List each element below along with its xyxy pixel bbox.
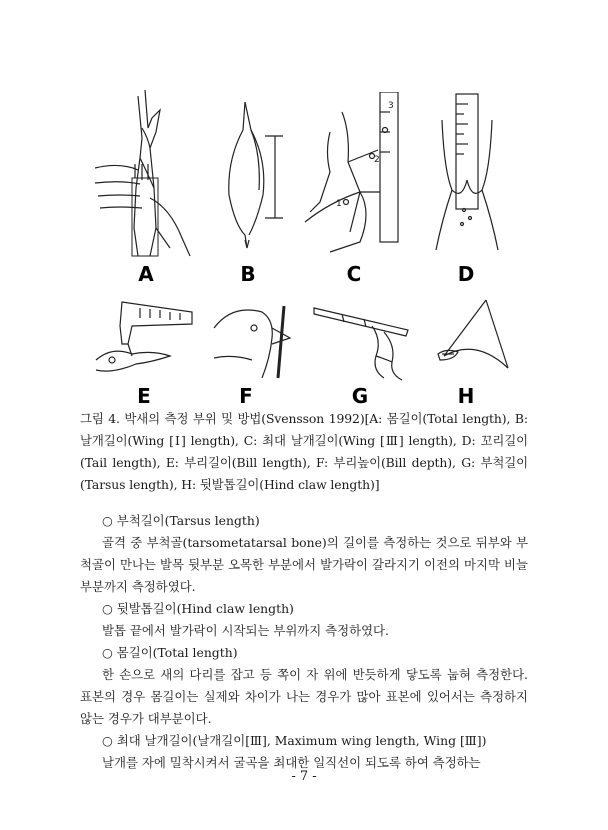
section-heading-tarsus: ○ 부척길이(Tarsus length)	[102, 513, 260, 528]
paragraph-total-length: 한 손으로 새의 다리를 잡고 등 쪽이 자 위에 반듯하게 닿도록 눕혀 측정한다. 표본의 경우 몸길이는 실제와 차이가 나는 경우가 많아 표본에 있어서는 측정하지 않는 경우가 대부분이다.	[80, 667, 528, 726]
paragraph-hind-claw: 발톱 끝에서 발가락이 시작되는 부위까지 측정하였다.	[102, 623, 389, 638]
figure-label-a: A	[138, 262, 154, 286]
figure-panel-a	[90, 88, 200, 260]
figure-panel-d	[432, 90, 502, 255]
figure-label-e: E	[137, 384, 151, 408]
illustration-wing-length	[215, 100, 290, 250]
figure-label-f: F	[239, 384, 253, 408]
illustration-tarsus-length	[312, 300, 417, 382]
figure-panel-e	[92, 296, 202, 378]
page-number: - 7 -	[291, 769, 317, 784]
section-heading-hind-claw: ○ 뒷발톱길이(Hind claw length)	[102, 601, 294, 616]
paragraph-tarsus: 골격 중 부척골(tarsometatarsal bone)의 길이를 측정하는 것으로 뒤부와 부척골이 만나는 발목 뒷부분 오목한 부분에서 발가락이 갈라지기 이전의 마지막 비늘 부분까지 측정하였다.	[80, 535, 528, 594]
figure-caption: 그림 4. 박새의 측정 부위 및 방법(Svensson 1992)[A: 몸길이(Total length), B: 날개길이(Wing [Ⅰ] length), C: 최대 날개길이(Wing [Ⅲ] length), D: 꼬리길이(Tail length), E: 부리길이(Bill length), F: 부리높이(Bill depth), G: 부척길이(Tarsus length), H: 뒷발톱길이(Hind claw length)]	[80, 411, 528, 492]
figure-panel-b	[215, 100, 290, 250]
illustration-total-length	[90, 88, 200, 260]
figure-panel-f	[212, 298, 302, 380]
illustration-tail-length	[432, 90, 502, 255]
section-heading-max-wing: ○ 최대 날개길이(날개길이[Ⅲ], Maximum wing length, Wing [Ⅲ])	[102, 733, 487, 748]
illustration-hind-claw-length	[436, 298, 516, 374]
figure-label-c: C	[346, 262, 362, 286]
illustration-max-wing-length	[300, 92, 410, 257]
figure-panel-g	[312, 300, 417, 382]
section-heading-total-length: ○ 몸길이(Total length)	[102, 645, 238, 660]
svg-text:1: 1	[336, 199, 342, 209]
figure-panel-h	[436, 298, 516, 374]
paragraph-max-wing: 날개를 자에 밀착시켜서 굴곡을 최대한 일직선이 되도록 하여 측정하는	[102, 755, 481, 770]
svg-text:2: 2	[374, 155, 380, 165]
figure-label-g: G	[351, 384, 369, 408]
figure-panel-c	[300, 92, 410, 257]
svg-text:3: 3	[388, 101, 394, 111]
illustration-bill-length	[92, 296, 202, 378]
figure-label-d: D	[457, 262, 475, 286]
figure-label-h: H	[457, 384, 475, 408]
figure-label-b: B	[240, 262, 256, 286]
body-text	[80, 510, 528, 774]
illustration-bill-depth	[212, 298, 302, 380]
